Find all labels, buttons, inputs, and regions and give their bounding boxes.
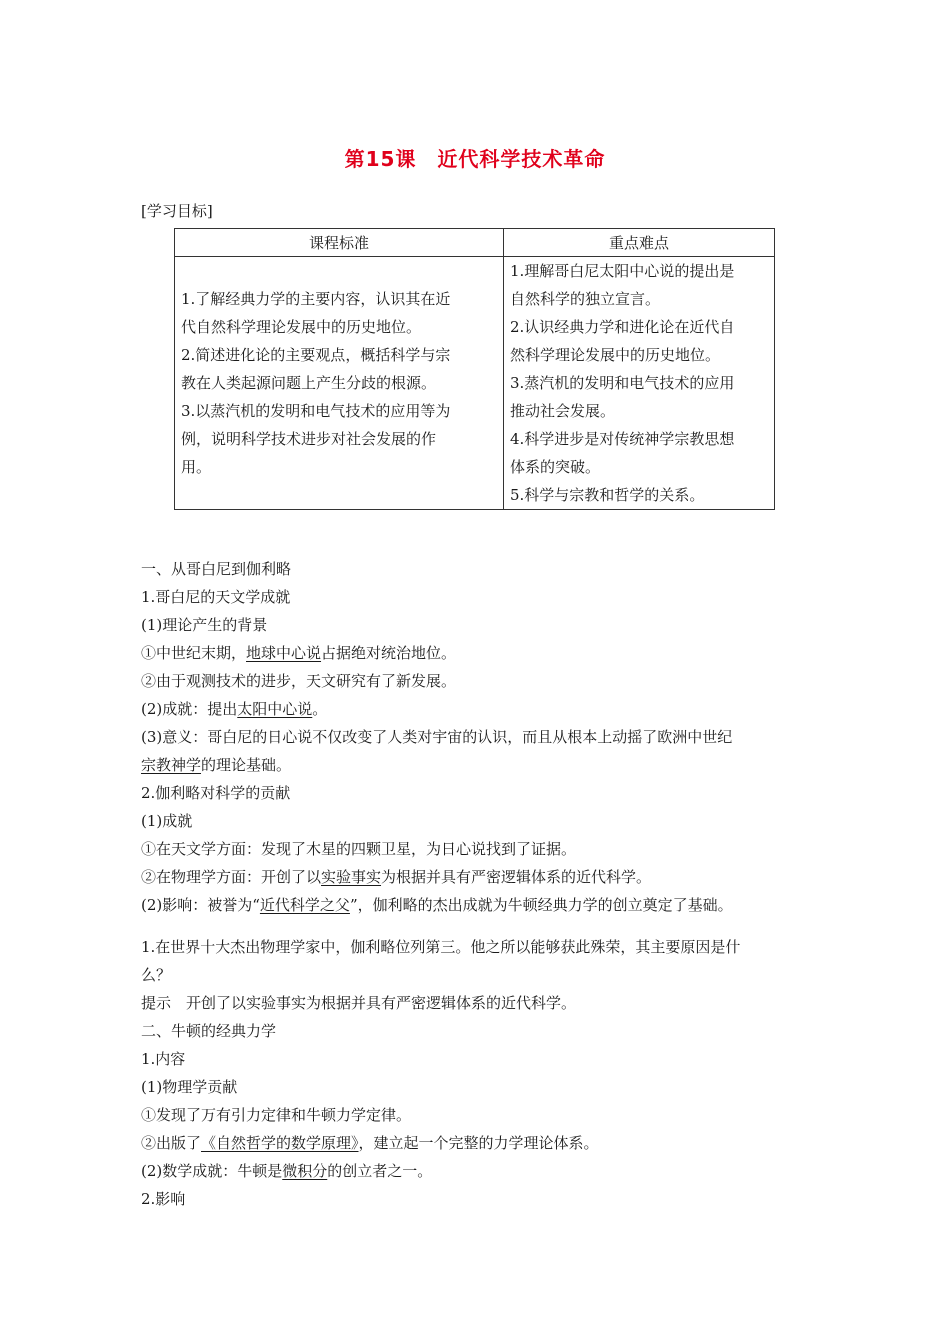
standard-line: 教在人类起源问题上产生分歧的根源。 (181, 374, 437, 392)
key-point-line: 2.认识经典力学和进化论在近代自 (510, 318, 735, 336)
standard-line: 3.以蒸汽机的发明和电气技术的应用等为 (181, 402, 451, 420)
objectives-table (174, 228, 775, 510)
text-segment: ①中世纪末期， (141, 644, 247, 662)
item-heading: (1)理论产生的背景 (141, 616, 268, 634)
text-line (141, 695, 821, 723)
key-point-line: 自然科学的独立宣言。 (510, 290, 661, 308)
key-point-line: 推动社会发展。 (510, 402, 616, 420)
standard-line: 代自然科学理论发展中的历史地位。 (181, 318, 422, 336)
text-line: (3)意义：哥白尼的日心说不仅改变了人类对宇宙的认识，而且从根本上动摇了欧洲中世纪 (141, 728, 733, 746)
item-heading: (1)成就 (141, 812, 193, 830)
underlined-term: 地球中心说 (246, 644, 322, 662)
text-segment: 的理论基础。 (201, 756, 292, 774)
text-line (141, 891, 821, 919)
subsection-heading: 2.伽利略对科学的贡献 (141, 784, 291, 802)
text-line: ②由于观测技术的进步，天文研究有了新发展。 (141, 672, 457, 690)
key-point-line: 体系的突破。 (510, 458, 601, 476)
text-segment: 占据绝对统治地位。 (321, 644, 457, 662)
header-standards: 课程标准 (175, 229, 504, 257)
text-line: ①发现了万有引力定律和牛顿力学定律。 (141, 1106, 412, 1124)
subsection-heading: 2.影响 (141, 1190, 186, 1208)
key-point-line: 4.科学进步是对传统神学宗教思想 (510, 430, 735, 448)
text-segment: ，建立起一个完整的力学理论体系。 (358, 1134, 599, 1152)
question-line: 么？ (141, 966, 172, 984)
section-heading: 二、牛顿的经典力学 (141, 1022, 277, 1040)
objectives-label: [学习目标] (141, 202, 213, 220)
key-point-line: 1.理解哥白尼太阳中心说的提出是 (510, 262, 735, 280)
item-heading: (1)物理学贡献 (141, 1078, 238, 1096)
text-segment: 。 (312, 700, 328, 718)
standard-line: 例，说明科学技术进步对社会发展的作 (181, 430, 437, 448)
question-line: 1.在世界十大杰出物理学家中，伽利略位列第三。他之所以能够获此殊荣，其主要原因是什 (141, 938, 741, 956)
subsection-heading: 1.内容 (141, 1050, 186, 1068)
text-segment: (2)成就：提出 (141, 700, 238, 718)
subsection-heading: 1.哥白尼的天文学成就 (141, 588, 291, 606)
standard-line: 2.简述进化论的主要观点，概括科学与宗 (181, 346, 451, 364)
page-title: 第15课 近代科学技术革命 (344, 147, 606, 171)
text-segment: 为根据并具有严密逻辑体系的近代科学。 (381, 868, 652, 886)
standard-line: 用。 (181, 458, 212, 476)
text-segment: ”，伽利略的杰出成就为牛顿经典力学的创立奠定了基础。 (349, 896, 733, 914)
lesson-body (141, 555, 821, 1213)
underlined-term: 宗教神学 (141, 756, 202, 774)
key-point-line: 然科学理论发展中的历史地位。 (510, 346, 721, 364)
text-line (141, 863, 821, 891)
hint-line: 提示 开创了以实验事实为根据并具有严密逻辑体系的近代科学。 (141, 994, 577, 1012)
header-key-points: 重点难点 (504, 229, 775, 257)
underlined-term: 《自然哲学的数学原理》 (201, 1134, 359, 1152)
underlined-term: 近代科学之父 (259, 896, 350, 914)
underlined-term: 实验事实 (321, 868, 382, 886)
text-line (141, 1157, 821, 1185)
text-segment: (2)影响：被誉为“ (141, 896, 260, 914)
text-segment: ②在物理学方面：开创了以 (141, 868, 322, 886)
text-segment: (2)数学成就：牛顿是 (141, 1162, 283, 1180)
section-heading: 一、从哥白尼到伽利略 (141, 560, 292, 578)
underlined-term: 太阳中心说 (237, 700, 313, 718)
underlined-term: 微积分 (282, 1162, 328, 1180)
key-point-line: 5.科学与宗教和哲学的关系。 (510, 486, 705, 504)
key-points-cell (504, 257, 775, 510)
standard-line: 1.了解经典力学的主要内容，认识其在近 (181, 290, 451, 308)
text-line (141, 639, 821, 667)
key-point-line: 3.蒸汽机的发明和电气技术的应用 (510, 374, 735, 392)
text-segment: ②出版了 (141, 1134, 202, 1152)
text-line (141, 751, 821, 779)
text-segment: 的创立者之一。 (327, 1162, 433, 1180)
text-line: ①在天文学方面：发现了木星的四颗卫星，为日心说找到了证据。 (141, 840, 577, 858)
standards-cell (175, 257, 504, 510)
text-line (141, 1129, 821, 1157)
